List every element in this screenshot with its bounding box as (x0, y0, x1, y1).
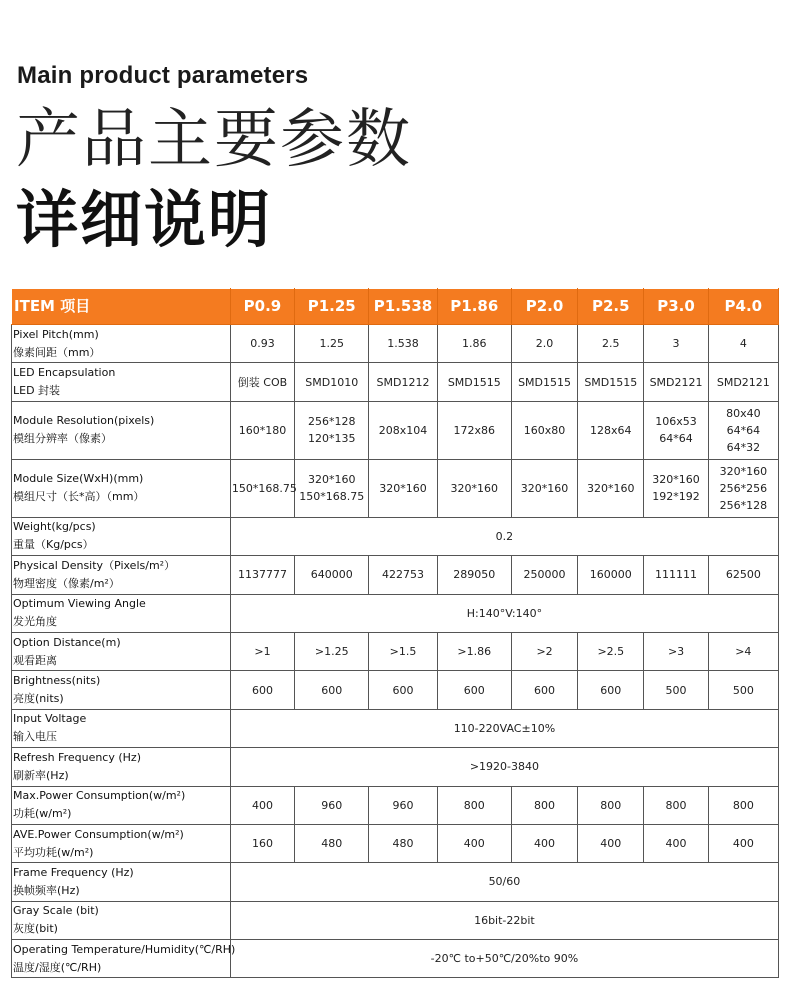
value-cell: 640000 (295, 556, 369, 594)
row-label-en: AVE.Power Consumption(w/m²) (13, 827, 184, 841)
merged-value-cell: 16bit-22bit (230, 901, 778, 939)
row-label (12, 824, 231, 862)
row-label (12, 632, 231, 670)
table-row (12, 709, 779, 747)
merged-value-cell: -20℃ to+50℃/20%to 90% (230, 940, 778, 978)
value-cell: 1137777 (230, 556, 294, 594)
row-label-cn: 温度/湿度(℃/RH) (13, 960, 102, 974)
value-cell: 1.25 (295, 325, 369, 363)
value-cell: 289050 (437, 556, 511, 594)
value-cell: 600 (295, 671, 369, 709)
value-cell (230, 459, 297, 517)
value-cell: 480 (369, 824, 437, 862)
column-header: P2.5 (578, 289, 644, 325)
value-cell: 3 (644, 325, 708, 363)
value-cell: SMD1212 (369, 363, 437, 401)
row-label-cn: 输入电压 (13, 730, 57, 744)
table-row (12, 325, 779, 363)
row-label (12, 325, 231, 363)
row-label-en: Gray Scale (bit) (13, 904, 99, 918)
value-line: 172x86 (453, 423, 496, 437)
value-cell: 62500 (708, 556, 778, 594)
value-cell (230, 401, 294, 459)
value-cell: 400 (644, 824, 708, 862)
value-cell: 160 (230, 824, 294, 862)
value-line: 64*64 (726, 423, 761, 437)
value-cell: >1 (230, 632, 294, 670)
value-cell: 600 (511, 671, 577, 709)
value-cell: SMD2121 (644, 363, 708, 401)
value-cell (708, 401, 778, 459)
row-label-cn: 模组尺寸（长*高）（mm） (13, 490, 145, 504)
value-line: 150*168.75 (231, 481, 297, 495)
value-cell: 800 (578, 786, 644, 824)
row-label-cn: 观看距离 (13, 653, 57, 667)
column-header: P4.0 (708, 289, 778, 325)
column-header: P2.0 (511, 289, 577, 325)
value-line: 64*64 (659, 432, 693, 446)
merged-value-cell: 0.2 (230, 517, 778, 555)
table-row (12, 632, 779, 670)
value-cell: 400 (437, 824, 511, 862)
table-row (12, 671, 779, 709)
merged-value-cell: >1920-3840 (230, 748, 778, 786)
value-cell: 800 (511, 786, 577, 824)
row-label-en: Operating Temperature/Humidity(℃/RH) (13, 942, 236, 956)
value-cell: SMD2121 (708, 363, 778, 401)
row-label-cn: 换帧频率(Hz) (13, 883, 80, 897)
table-header-row (12, 289, 779, 325)
value-line: 256*256 (719, 481, 768, 495)
value-cell: 250000 (511, 556, 577, 594)
value-cell: 160000 (578, 556, 644, 594)
value-line: 320*160 (307, 473, 356, 487)
value-cell (369, 401, 437, 459)
row-label (12, 671, 231, 709)
value-cell: 0.93 (230, 325, 294, 363)
value-cell (295, 401, 369, 459)
row-label-cn: 发光角度 (13, 615, 57, 629)
value-cell: 800 (644, 786, 708, 824)
value-cell (511, 459, 577, 517)
value-line: 160*180 (238, 423, 287, 437)
value-cell: 2.5 (578, 325, 644, 363)
value-cell: >1.5 (369, 632, 437, 670)
row-label (12, 517, 231, 555)
table-row (12, 594, 779, 632)
value-cell: 422753 (369, 556, 437, 594)
value-line: 80x40 (726, 406, 761, 420)
value-cell (578, 459, 644, 517)
value-line: 150*168.75 (299, 490, 365, 504)
column-header: P1.538 (369, 289, 437, 325)
row-label (12, 901, 231, 939)
row-label-en: Max.Power Consumption(w/m²) (13, 789, 186, 803)
value-cell (644, 459, 708, 517)
item-header: ITEM 项目 (12, 289, 231, 325)
value-line: 320*160 (587, 481, 635, 495)
row-label-cn: 功耗(w/m²) (13, 807, 72, 821)
row-label-cn: 像素间距（mm） (13, 345, 101, 359)
row-label-en: Weight(kg/pcs) (13, 520, 96, 534)
row-label-cn: LED 封装 (13, 384, 61, 398)
value-cell: 480 (295, 824, 369, 862)
value-cell: 600 (369, 671, 437, 709)
value-cell (437, 401, 511, 459)
value-cell: 960 (369, 786, 437, 824)
value-cell: 600 (578, 671, 644, 709)
value-line: 106x53 (655, 415, 697, 429)
value-line: 128x64 (590, 423, 632, 437)
row-label-en: Input Voltage (13, 712, 87, 726)
value-cell: SMD1515 (511, 363, 577, 401)
row-label (12, 401, 231, 459)
row-label-en: Optimum Viewing Angle (13, 597, 146, 611)
value-line: 320*160 (719, 464, 768, 478)
table-row (12, 363, 779, 401)
merged-value-cell: 110-220VAC±10% (230, 709, 778, 747)
value-cell (578, 401, 644, 459)
row-label-en: Brightness(nits) (13, 674, 101, 688)
table-row (12, 459, 779, 517)
table-body (12, 325, 779, 978)
value-cell: 600 (437, 671, 511, 709)
value-cell: 800 (437, 786, 511, 824)
table-row (12, 824, 779, 862)
parameters-table (11, 288, 779, 978)
table-row (12, 517, 779, 555)
row-label (12, 940, 236, 978)
value-cell: 1.538 (369, 325, 437, 363)
row-label (12, 863, 231, 901)
merged-value-cell: 50/60 (230, 863, 778, 901)
row-label-en: Refresh Frequency (Hz) (13, 750, 141, 764)
column-header: P1.86 (437, 289, 511, 325)
row-label-en: LED Encapsulation (13, 366, 116, 380)
table-row (12, 556, 779, 594)
title-english: Main product parameters (17, 62, 309, 89)
row-label (12, 363, 231, 401)
row-label-en: Module Size(WxH)(mm) (13, 472, 144, 486)
table-row (12, 748, 779, 786)
value-cell: 600 (230, 671, 294, 709)
row-label-en: Pixel Pitch(mm) (13, 327, 99, 341)
row-label (12, 786, 231, 824)
value-line: 256*128 (719, 498, 768, 512)
table-row (12, 901, 779, 939)
row-label-cn: 亮度(nits) (13, 692, 64, 706)
table-row (12, 401, 779, 459)
row-label (12, 748, 231, 786)
row-label (12, 594, 231, 632)
value-cell: 500 (708, 671, 778, 709)
merged-value-cell: H:140°V:140° (230, 594, 778, 632)
value-cell (511, 401, 577, 459)
title-chinese: 产品主要参数 (16, 103, 412, 177)
value-cell: 960 (295, 786, 369, 824)
value-cell: 2.0 (511, 325, 577, 363)
value-cell: SMD1515 (437, 363, 511, 401)
value-cell (708, 459, 778, 517)
value-line: 320*160 (379, 481, 427, 495)
subtitle-chinese: 详细说明 (16, 183, 273, 256)
value-cell: >2 (511, 632, 577, 670)
value-line: 64*32 (726, 440, 761, 454)
row-label-en: Option Distance(m) (13, 635, 121, 649)
value-cell (644, 401, 708, 459)
value-cell (295, 459, 369, 517)
value-cell: >3 (644, 632, 708, 670)
value-line: 320*160 (652, 473, 700, 487)
table-row (12, 786, 779, 824)
row-label-cn: 重量（Kg/pcs） (13, 538, 94, 552)
row-label-cn: 物理密度（像素/m²） (13, 576, 120, 590)
row-label-en: Module Resolution(pixels) (13, 414, 155, 428)
value-cell: 400 (578, 824, 644, 862)
row-label (12, 709, 231, 747)
row-label-cn: 平均功耗(w/m²) (13, 845, 94, 859)
table-row (12, 940, 779, 978)
value-line: 320*160 (450, 481, 499, 495)
value-cell: 4 (708, 325, 778, 363)
value-cell (437, 459, 511, 517)
value-cell: 1.86 (437, 325, 511, 363)
value-line: 320*160 (520, 481, 569, 495)
value-cell: >1.25 (295, 632, 369, 670)
value-cell: 倒装 COB (230, 363, 294, 401)
value-cell: 400 (708, 824, 778, 862)
row-label-cn: 模组分辨率（像素） (13, 432, 112, 446)
value-cell: >1.86 (437, 632, 511, 670)
row-label-cn: 灰度(bit) (13, 922, 58, 936)
value-cell: 400 (511, 824, 577, 862)
value-line: 256*128 (307, 415, 356, 429)
value-line: 192*192 (652, 490, 700, 504)
value-cell: SMD1515 (578, 363, 644, 401)
value-cell: 400 (230, 786, 294, 824)
value-cell: 111111 (644, 556, 708, 594)
value-cell (369, 459, 437, 517)
value-cell: >2.5 (578, 632, 644, 670)
row-label-en: Frame Frequency (Hz) (13, 865, 134, 879)
value-cell: >4 (708, 632, 778, 670)
row-label-cn: 刷新率(Hz) (13, 768, 69, 782)
value-line: 160x80 (523, 423, 566, 437)
table-row (12, 863, 779, 901)
column-header: P3.0 (644, 289, 708, 325)
row-label-en: Physical Density（Pixels/m²） (13, 558, 176, 572)
value-line: 120*135 (307, 432, 356, 446)
value-cell: 800 (708, 786, 778, 824)
value-line: 208x104 (378, 423, 428, 437)
column-header: P0.9 (230, 289, 294, 325)
value-cell: SMD1010 (295, 363, 369, 401)
column-header: P1.25 (295, 289, 369, 325)
value-cell: 500 (644, 671, 708, 709)
row-label (12, 459, 231, 517)
row-label (12, 556, 231, 594)
